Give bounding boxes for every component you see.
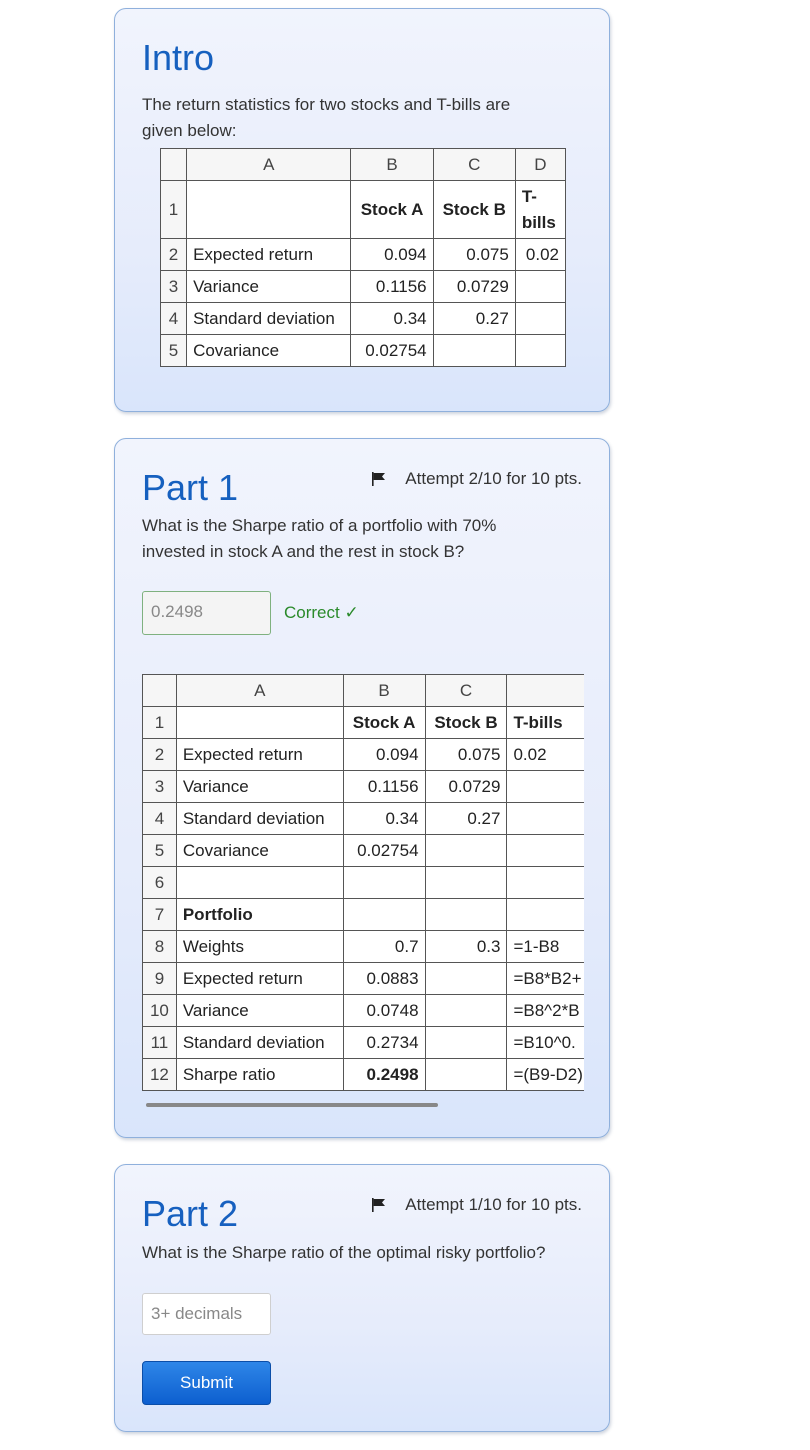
cell-value: 0.094 <box>351 239 433 271</box>
cell-value: 0.7 <box>343 931 425 963</box>
table-row <box>143 963 585 995</box>
part1-correct-status: Correct ✓ <box>284 603 359 622</box>
cell-value: 0.075 <box>425 739 507 771</box>
row-number: 11 <box>143 1027 177 1059</box>
cell-d1 <box>515 181 565 239</box>
row-number: 8 <box>143 931 177 963</box>
row-number: 9 <box>143 963 177 995</box>
part2-question: What is the Sharpe ratio of the optimal risky portfolio? <box>142 1243 546 1262</box>
table-row <box>143 803 585 835</box>
row-number: 7 <box>143 899 177 931</box>
part1-table-scroll[interactable] <box>142 674 584 1098</box>
col-header-b: B <box>343 675 425 707</box>
intro-table <box>160 148 566 367</box>
cell-formula: =B8*B2+ <box>507 963 584 995</box>
cell-label: Sharpe ratio <box>176 1059 343 1091</box>
intro-card <box>114 8 610 412</box>
cell-value <box>507 835 584 867</box>
cell-value <box>433 335 515 367</box>
cell-value <box>343 867 425 899</box>
col-header-a: A <box>187 149 351 181</box>
cell-formula: =B10^0. <box>507 1027 584 1059</box>
row-number: 1 <box>143 707 177 739</box>
flag-icon[interactable] <box>371 1198 387 1212</box>
cell-formula: =(B9-D2) <box>507 1059 584 1091</box>
row-number: 5 <box>161 335 187 367</box>
cell-value <box>507 771 584 803</box>
cell-value: 0.3 <box>425 931 507 963</box>
cell-value <box>425 1027 507 1059</box>
part2-attempt <box>371 1195 582 1215</box>
cell-value <box>425 995 507 1027</box>
cell-value: 0.27 <box>433 303 515 335</box>
table-row <box>143 867 585 899</box>
table-row <box>143 707 585 739</box>
row-number: 10 <box>143 995 177 1027</box>
intro-title: Intro <box>142 37 215 78</box>
cell-value: 0.02 <box>515 239 565 271</box>
cell-value: T-bills <box>507 707 584 739</box>
cell-label <box>176 707 343 739</box>
cell-label: Covariance <box>176 835 343 867</box>
horizontal-scrollbar[interactable] <box>146 1103 438 1107</box>
cell-value: 0.2498 <box>343 1059 425 1091</box>
cell-value: 0.2734 <box>343 1027 425 1059</box>
row-number: 2 <box>161 239 187 271</box>
row-number: 3 <box>143 771 177 803</box>
row-number: 4 <box>161 303 187 335</box>
cell-value <box>425 867 507 899</box>
cell-a1 <box>187 181 351 239</box>
cell-label: Expected return <box>176 739 343 771</box>
cell-value: 0.0729 <box>433 271 515 303</box>
cell-formula: =B8^2*B <box>507 995 584 1027</box>
cell-value <box>515 271 565 303</box>
cell-value: 0.0729 <box>425 771 507 803</box>
col-header-d <box>507 675 584 707</box>
cell-c1: Stock B <box>433 181 515 239</box>
table-row <box>161 271 566 303</box>
table-row <box>143 835 585 867</box>
cell-value <box>507 899 584 931</box>
cell-value <box>507 867 584 899</box>
cell-label: Covariance <box>187 335 351 367</box>
cell-value <box>425 835 507 867</box>
cell-value <box>425 1059 507 1091</box>
table-row <box>143 931 585 963</box>
cell-value: 0.0883 <box>343 963 425 995</box>
table-row <box>143 739 585 771</box>
flag-icon[interactable] <box>371 472 387 486</box>
row-number: 4 <box>143 803 177 835</box>
col-header-a: A <box>176 675 343 707</box>
corner-cell <box>143 675 177 707</box>
cell-formula: =1-B8 <box>507 931 584 963</box>
cell-label: Variance <box>187 271 351 303</box>
row-number: 12 <box>143 1059 177 1091</box>
row-number: 6 <box>143 867 177 899</box>
cell-value: 0.34 <box>351 303 433 335</box>
part1-answer-field[interactable]: 0.2498 <box>142 591 271 635</box>
cell-value: 0.02754 <box>343 835 425 867</box>
table-row <box>161 335 566 367</box>
cell-value <box>343 899 425 931</box>
col-header-c: C <box>425 675 507 707</box>
cell-value: 0.02 <box>507 739 584 771</box>
col-header-d: D <box>515 149 565 181</box>
cell-value: 0.1156 <box>343 771 425 803</box>
table-row <box>161 239 566 271</box>
cell-label: Standard deviation <box>187 303 351 335</box>
part1-card <box>114 438 610 1138</box>
table-row <box>143 899 585 931</box>
cell-label: Expected return <box>187 239 351 271</box>
table-row <box>143 995 585 1027</box>
part2-answer-input[interactable]: 3+ decimals <box>142 1293 271 1335</box>
cell-b1: Stock A <box>351 181 433 239</box>
table-row <box>143 1059 585 1091</box>
cell-value: 0.02754 <box>351 335 433 367</box>
t-bills-label: T-bills <box>521 186 556 232</box>
part2-attempt-text: Attempt 1/10 for 10 pts. <box>405 1195 582 1214</box>
cell-value: 0.34 <box>343 803 425 835</box>
cell-value: 0.094 <box>343 739 425 771</box>
cell-label: Standard deviation <box>176 1027 343 1059</box>
part2-title: Part 2 <box>142 1193 239 1234</box>
intro-text: The return statistics for two stocks and T-bills are given below: <box>142 95 511 140</box>
cell-value: 0.0748 <box>343 995 425 1027</box>
cell-label: Weights <box>176 931 343 963</box>
cell-value <box>425 899 507 931</box>
cell-label: Expected return <box>176 963 343 995</box>
cell-value <box>507 803 584 835</box>
table-row <box>143 1027 585 1059</box>
cell-value: Stock A <box>343 707 425 739</box>
cell-value: Stock B <box>425 707 507 739</box>
col-header-c: C <box>433 149 515 181</box>
row-number: 1 <box>161 181 187 239</box>
cell-label: Standard deviation <box>176 803 343 835</box>
submit-button[interactable]: Submit <box>142 1361 271 1405</box>
cell-value: 0.27 <box>425 803 507 835</box>
cell-label <box>176 867 343 899</box>
cell-label: Variance <box>176 771 343 803</box>
corner-cell <box>161 149 187 181</box>
cell-value <box>515 303 565 335</box>
part1-table <box>142 674 584 1091</box>
cell-value: 0.1156 <box>351 271 433 303</box>
part1-attempt-text: Attempt 2/10 for 10 pts. <box>405 469 582 488</box>
part2-card <box>114 1164 610 1432</box>
cell-label: Portfolio <box>176 899 343 931</box>
part1-attempt <box>371 469 582 489</box>
cell-label: Variance <box>176 995 343 1027</box>
row-number: 3 <box>161 271 187 303</box>
row-number: 5 <box>143 835 177 867</box>
part1-title: Part 1 <box>142 467 239 508</box>
col-header-b: B <box>351 149 433 181</box>
part1-question: What is the Sharpe ratio of a portfolio with 70% invested in stock A and the rest in stock B? <box>142 516 497 561</box>
row-number: 2 <box>143 739 177 771</box>
cell-value: 0.075 <box>433 239 515 271</box>
cell-value <box>425 963 507 995</box>
table-row <box>161 303 566 335</box>
cell-value <box>515 335 565 367</box>
table-row <box>143 771 585 803</box>
